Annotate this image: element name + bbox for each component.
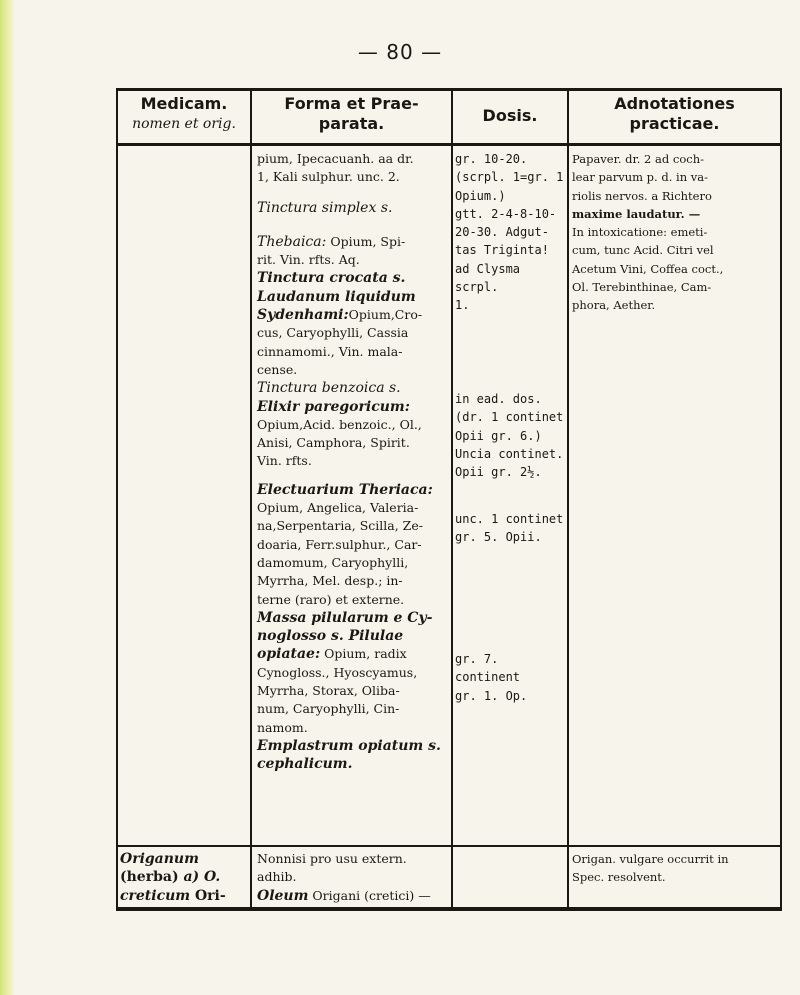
column-rule-1 — [116, 88, 118, 910]
dosis-line: gtt. 2-4-8-10- — [455, 206, 557, 221]
header-adnotationes-line-1: Adnotationes — [614, 94, 735, 113]
preparation-title: Thebaica: — [257, 233, 327, 250]
origanum-name-cell — [120, 850, 250, 905]
preparation-title: Sydenhami: — [257, 307, 349, 324]
column-rule-2 — [250, 88, 252, 910]
forma-line: doaria, Ferr.sulphur., Car- — [257, 536, 422, 552]
page-spine — [0, 0, 14, 995]
preparation-title: Tinctura simplex s. — [257, 199, 393, 216]
preparation-title: Emplastrum opiatum s. — [257, 737, 441, 754]
forma-line: Myrrha, Storax, Oliba- — [257, 683, 400, 699]
forma-line: Vin. rfts. — [257, 453, 312, 469]
dosis-line: gr. 7. continent — [455, 652, 521, 685]
forma-line: Nonnisi pro usu extern. — [257, 851, 407, 866]
dosis-line: tas Triginta! — [455, 243, 549, 258]
adnot-line: Ol. Terebinthinae, Cam- — [572, 280, 712, 295]
forma-line: Opium, Angelica, Valeria- — [257, 500, 419, 516]
forma-line: Origani (cretici) — — [312, 887, 431, 903]
header-medicam — [118, 94, 250, 134]
column-rule-3 — [451, 88, 453, 910]
header-dosis — [453, 106, 567, 126]
forma-line: cense. — [257, 361, 298, 377]
dosis-line: (scrpl. 1=gr. 1 — [455, 170, 564, 185]
forma-line: Opium, Spi- — [330, 233, 406, 249]
table-bottom-rule — [116, 907, 782, 911]
adnot-line: phora, Aether. — [572, 298, 656, 313]
forma-line: Myrrha, Mel. desp.; in- — [257, 573, 403, 589]
forma-line: 1, Kali sulphur. unc. 2. — [257, 169, 400, 185]
medicament-part: (herba) — [120, 869, 179, 886]
dosis-line: in ead. dos. — [455, 392, 542, 406]
forma-line: terne (raro) et externe. — [257, 591, 405, 607]
forma-line: na,Serpentaria, Scilla, Ze- — [257, 518, 423, 534]
preparation-title: noglosso s. Pilulae — [257, 628, 404, 645]
dosis-line: 20-30. Adgut- — [455, 225, 549, 240]
forma-line: Opium, radix — [324, 646, 407, 662]
header-forma-line-2: parata. — [318, 114, 385, 133]
dosis-line: (dr. 1 continet — [455, 410, 564, 425]
forma-line: damomum, Caryophylli, — [257, 554, 409, 570]
footnote-mark: a) — [183, 869, 200, 886]
dosis-line: Opii gr. 6.) — [455, 428, 542, 443]
forma-line: namom. — [257, 719, 308, 735]
adnot-line: lear parvum p. d. in va- — [572, 170, 708, 185]
adnot-line: Acetum Vini, Coffea coct., — [572, 261, 724, 276]
forma-line: cinnamomi., Vin. mala- — [257, 343, 403, 359]
forma-line: pium, Ipecacuanh. aa dr. — [257, 151, 414, 166]
forma-line: Opium,Cro- — [348, 307, 423, 323]
dosis-theriaca-cell — [455, 510, 567, 547]
column-rule-4 — [567, 88, 569, 910]
header-forma-line-1: Forma et Prae- — [284, 94, 419, 113]
preparation-title: Tinctura crocata s. — [257, 270, 406, 287]
species-abbrev: O. — [204, 869, 221, 886]
preparation-title: Oleum — [257, 887, 309, 904]
adnot-line: Spec. resolvent. — [572, 870, 666, 885]
preparation-title: Tinctura benzoica s. — [257, 380, 401, 397]
dosis-line: gr. 5. Opii. — [455, 530, 542, 545]
column-rule-5 — [780, 88, 782, 910]
dosis-line: Opii gr. 2½. — [455, 465, 542, 480]
adnot-line: In intoxicatione: emeti- — [572, 225, 708, 240]
dosis-line: Uncia continet. — [455, 446, 564, 461]
table-top-rule — [116, 88, 782, 91]
header-adnotationes-line-2: practicae. — [629, 114, 720, 133]
dosis-line: Opium.) — [455, 188, 506, 203]
dosis-opium-cell — [455, 150, 567, 315]
dosis-line: 1. — [455, 298, 470, 313]
adnot-line: maxime laudatur. — — [572, 206, 701, 221]
dosis-line: gr. 10-20. — [455, 152, 528, 166]
adnot-line: Papaver. dr. 2 ad coch- — [572, 152, 704, 166]
forma-line: Cynogloss., Hyoscyamus, — [257, 664, 418, 680]
forma-line: cus, Caryophylli, Cassia — [257, 325, 409, 341]
dosis-benzoica-cell — [455, 390, 567, 481]
adnot-line: Origan. vulgare occurrit in — [572, 852, 729, 866]
header-forma — [252, 94, 451, 134]
preparation-title: opiatae: — [257, 646, 321, 663]
preparation-title: cephalicum. — [257, 756, 353, 773]
adnotationes-origanum-cell — [572, 850, 780, 887]
dosis-line: unc. 1 continet — [455, 512, 564, 526]
section-divider-rule — [116, 845, 782, 847]
dosis-line: gr. 1. Op. — [455, 688, 528, 703]
forma-line: rit. Vin. rfts. Aq. — [257, 252, 360, 268]
header-dosis-title: Dosis. — [482, 106, 538, 125]
header-medicam-title: Medicam. — [140, 94, 228, 113]
preparation-title: Electuarium Theriaca: — [257, 481, 433, 498]
dosis-line: ad Clysma scrpl. — [455, 261, 521, 295]
forma-line: Anisi, Camphora, Spirit. — [257, 435, 410, 451]
adnot-line: riolis nervos. a Richtero — [572, 188, 712, 203]
preparation-title: Massa pilularum e Cy- — [257, 609, 433, 626]
forma-line: num, Caryophylli, Cin- — [257, 701, 400, 717]
forma-line: adhib. — [257, 869, 297, 885]
header-rule — [116, 143, 782, 146]
page-number: — 80 — — [357, 40, 443, 64]
preparation-title: Elixir paregoricum: — [257, 398, 410, 415]
forma-origanum-cell — [257, 850, 451, 905]
species-name: creticum — [120, 887, 191, 904]
medicament-name: Origanum — [120, 851, 199, 867]
preparation-title: Laudanum liquidum — [257, 288, 416, 305]
dosis-pilulae-cell — [455, 650, 567, 705]
forma-line: Opium,Acid. benzoic., Ol., — [257, 416, 422, 432]
adnotationes-opium-cell — [572, 150, 780, 315]
header-adnotationes — [569, 94, 780, 134]
header-medicam-subtitle: nomen et orig. — [132, 116, 236, 132]
adnot-line: cum, tunc Acid. Citri vel — [572, 243, 714, 258]
forma-opium-cell — [257, 150, 451, 774]
continuation: Ori- — [194, 887, 226, 904]
